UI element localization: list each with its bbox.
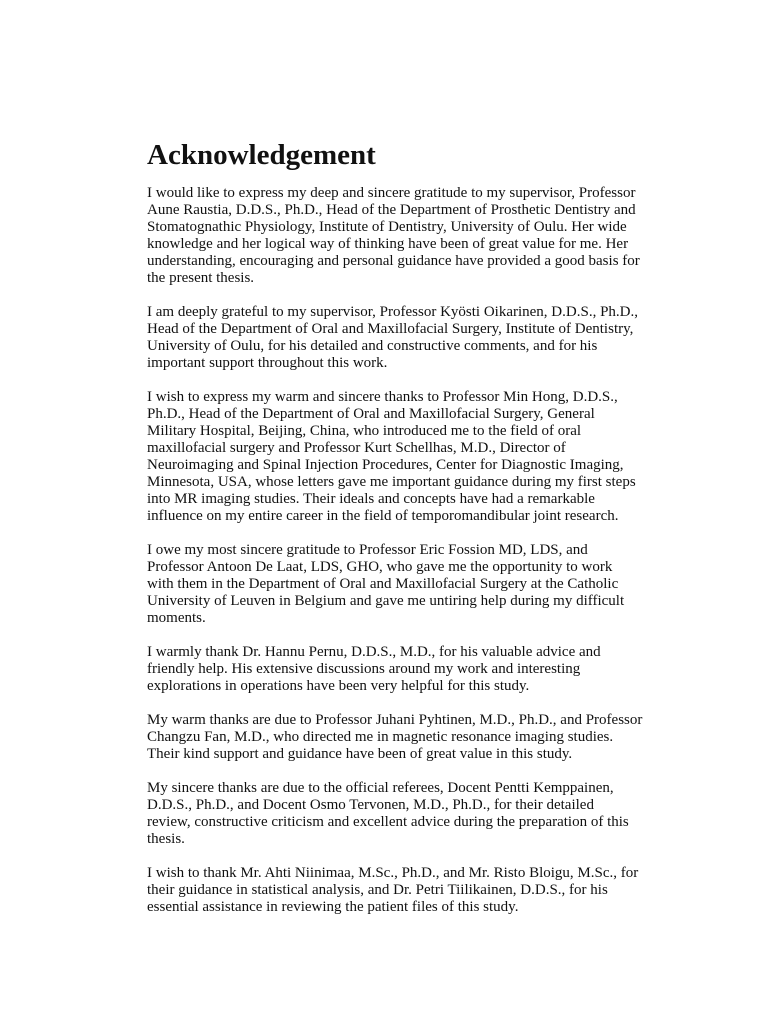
- page-content: [147, 137, 667, 933]
- text-line: Aune Raustia, D.D.S., Ph.D., Head of the Department of Prosthetic Dentistry and: [147, 202, 636, 218]
- text-line: with them in the Department of Oral and Maxillofacial Surgery at the Catholic: [147, 576, 619, 592]
- text-line: D.D.S., Ph.D., and Docent Osmo Tervonen, M.D., Ph.D., for their detailed: [147, 797, 594, 813]
- text-line: thesis.: [147, 831, 185, 847]
- paragraph-supervisor-oikarinen: [147, 304, 667, 372]
- text-line: Head of the Department of Oral and Maxillofacial Surgery, Institute of Dentistry,: [147, 321, 634, 337]
- paragraph-statistics: [147, 865, 667, 916]
- text-line: influence on my entire career in the field of temporomandibular joint research.: [147, 508, 619, 524]
- text-line: important support throughout this work.: [147, 355, 388, 371]
- paragraph-hong-schellhas: [147, 389, 667, 525]
- paragraph-supervisor-raustia: [147, 185, 667, 287]
- text-line: I wish to thank Mr. Ahti Niinimaa, M.Sc., Ph.D., and Mr. Risto Bloigu, M.Sc., for: [147, 865, 639, 881]
- text-line: My sincere thanks are due to the official referees, Docent Pentti Kemppainen,: [147, 780, 614, 796]
- text-line: Military Hospital, Beijing, China, who introduced me to the field of oral: [147, 423, 582, 439]
- text-line: My warm thanks are due to Professor Juhani Pyhtinen, M.D., Ph.D., and Professor: [147, 712, 643, 728]
- text-line: explorations in operations have been very helpful for this study.: [147, 678, 530, 694]
- text-line: moments.: [147, 610, 206, 626]
- text-line: Minnesota, USA, whose letters gave me important guidance during my first steps: [147, 474, 636, 490]
- text-line: essential assistance in reviewing the patient files of this study.: [147, 899, 519, 915]
- text-line: Neuroimaging and Spinal Injection Procedures, Center for Diagnostic Imaging,: [147, 457, 624, 473]
- text-line: their guidance in statistical analysis, and Dr. Petri Tiilikainen, D.D.S., for his: [147, 882, 608, 898]
- text-line: the present thesis.: [147, 270, 255, 286]
- text-line: maxillofacial surgery and Professor Kurt Schellhas, M.D., Director of: [147, 440, 566, 456]
- page-title: Acknowledgement: [147, 139, 376, 171]
- text-line: Their kind support and guidance have been of great value in this study.: [147, 746, 573, 762]
- paragraph-pernu: [147, 644, 667, 695]
- text-line: Stomatognathic Physiology, Institute of Dentistry, University of Oulu. Her wide: [147, 219, 627, 235]
- text-line: I warmly thank Dr. Hannu Pernu, D.D.S., M.D., for his valuable advice and: [147, 644, 601, 660]
- paragraph-referees: [147, 780, 667, 848]
- text-line: University of Oulu, for his detailed and constructive comments, and for his: [147, 338, 598, 354]
- text-line: friendly help. His extensive discussions around my work and interesting: [147, 661, 581, 677]
- text-line: I wish to express my warm and sincere thanks to Professor Min Hong, D.D.S.,: [147, 389, 618, 405]
- paragraph-pyhtinen-fan: [147, 712, 667, 763]
- text-line: knowledge and her logical way of thinking have been of great value for me. Her: [147, 236, 629, 252]
- text-line: I owe my most sincere gratitude to Professor Eric Fossion MD, LDS, and: [147, 542, 588, 558]
- text-line: Ph.D., Head of the Department of Oral and Maxillofacial Surgery, General: [147, 406, 595, 422]
- text-line: University of Leuven in Belgium and gave me untiring help during my difficult: [147, 593, 625, 609]
- text-line: into MR imaging studies. Their ideals and concepts have had a remarkable: [147, 491, 595, 507]
- text-line: I would like to express my deep and sincere gratitude to my supervisor, Professor: [147, 185, 636, 201]
- text-line: review, constructive criticism and excellent advice during the preparation of this: [147, 814, 629, 830]
- text-line: I am deeply grateful to my supervisor, Professor Kyösti Oikarinen, D.D.S., Ph.D.,: [147, 304, 638, 320]
- paragraph-fossion-de-laat: [147, 542, 667, 627]
- text-line: Professor Antoon De Laat, LDS, GHO, who gave me the opportunity to work: [147, 559, 613, 575]
- text-line: Changzu Fan, M.D., who directed me in magnetic resonance imaging studies.: [147, 729, 614, 745]
- text-line: understanding, encouraging and personal guidance have provided a good basis for: [147, 253, 640, 269]
